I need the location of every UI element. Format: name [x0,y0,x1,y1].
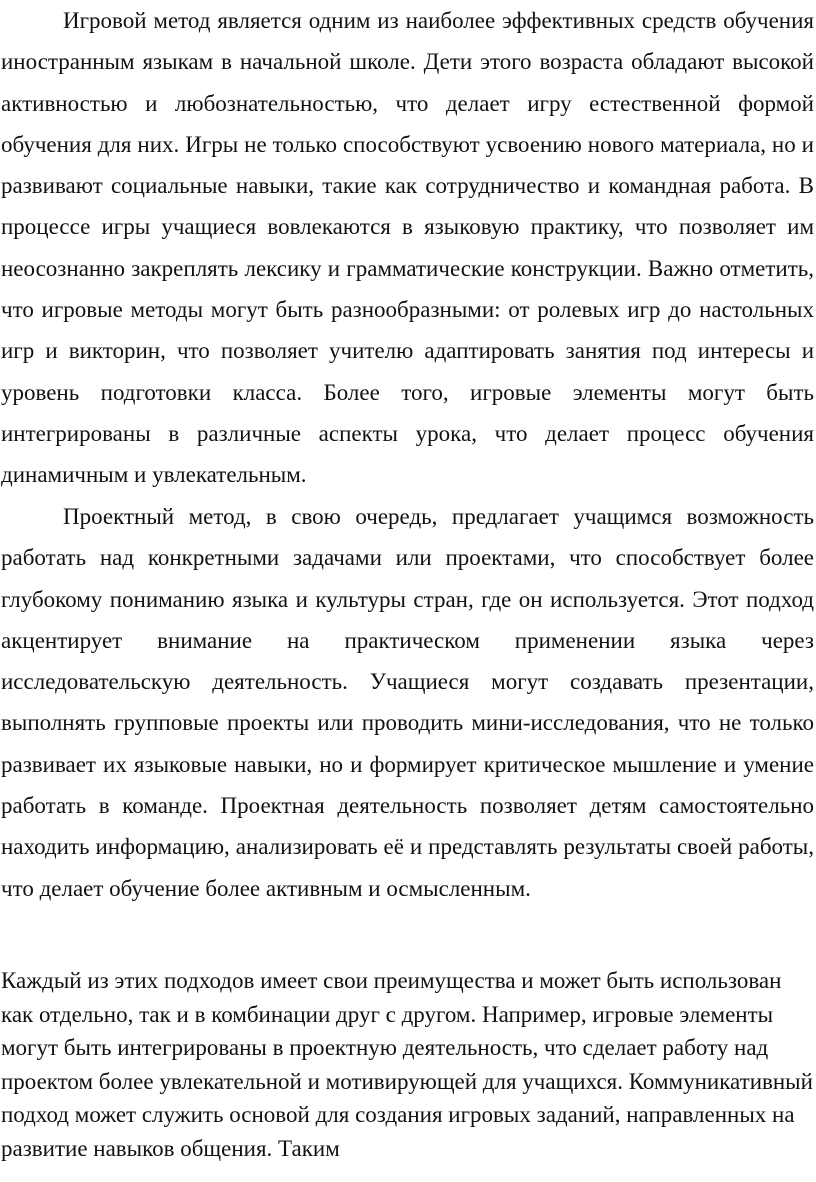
paragraph-project-method: Проектный метод, в свою очередь, предлагает учащимся возможность работать над конкретными задачами или проектами, что способствует более глубокому пониманию языка и культуры стран, где он используется. Этот подход акцентирует внимание на практическом применении языка через исследовательскую деятельность. Учащиеся могут создавать презентации, выполнять групповые проекты или проводить мини-исследования, что не только развивает их языковые навыки, но и формирует критическое мышление и умение работать в команде. Проектная деятельность позволяет детям самостоятельно находить информацию, анализировать её и представлять результаты своей работы, что делает обучение более активным и осмысленным. [1,504,814,901]
paragraph-combined-approaches: Каждый из этих подходов имеет свои преимущества и может быть использован как отдельно, так и в комбинации друг с другом. Например, игровые элементы могут быть интегрированы в проектную деятельность, что сделает работу над проектом более увлекательной и мотивирующей для учащихся. Коммуникативный подход может служить основой для создания игровых заданий, направленных на развитие навыков общения. Таким [1,968,813,1161]
paragraph-game-method: Игровой метод является одним из наиболее эффективных средств обучения иностранным языкам в начальной школе. Дети этого возраста обладают высокой активностью и любознательностью, что делает игру естественной формой обучения для них. Игры не только способствуют усвоению нового материала, но и развивают социальные навыки, такие как сотрудничество и командная работа. В процессе игры учащиеся вовлекаются в языковую практику, что позволяет им неосознанно закреплять лексику и грамматические конструкции. Важно отметить, что игровые методы могут быть разнообразными: от ролевых игр до настольных игр и викторин, что позволяет учителю адаптировать занятия под интересы и уровень подготовки класса. Более того, игровые элементы могут быть интегрированы в различные аспекты урока, что делает процесс обучения динамичным и увлекательным. [1,8,814,488]
